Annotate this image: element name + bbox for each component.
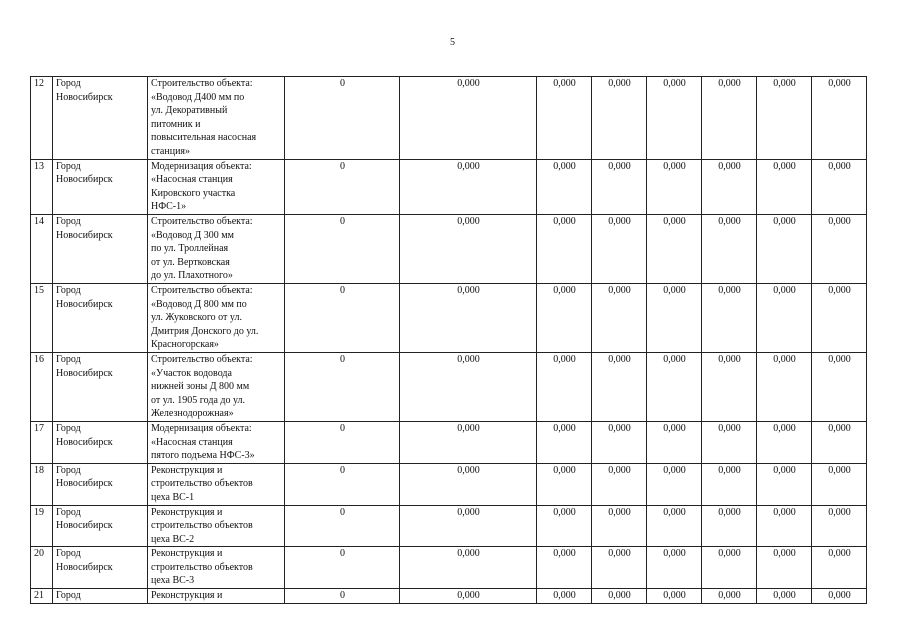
- value-cell: 0,000: [400, 589, 537, 604]
- row-number-cell: 18: [31, 463, 53, 505]
- value-cell: 0,000: [592, 77, 647, 160]
- count-cell: 0: [285, 214, 400, 283]
- value-cell: 0,000: [537, 547, 592, 589]
- value-cell: 0,000: [537, 214, 592, 283]
- municipality-cell: Город Новосибирск: [53, 214, 148, 283]
- value-cell: 0,000: [647, 352, 702, 421]
- value-cell: 0,000: [400, 283, 537, 352]
- value-cell: 0,000: [647, 463, 702, 505]
- value-cell: 0,000: [702, 214, 757, 283]
- value-cell: 0,000: [757, 352, 812, 421]
- count-cell: 0: [285, 77, 400, 160]
- value-cell: 0,000: [647, 505, 702, 547]
- count-cell: 0: [285, 463, 400, 505]
- municipality-cell: Город Новосибирск: [53, 505, 148, 547]
- value-cell: 0,000: [537, 283, 592, 352]
- value-cell: 0,000: [647, 77, 702, 160]
- value-cell: 0,000: [400, 505, 537, 547]
- municipality-cell: Город Новосибирск: [53, 352, 148, 421]
- object-cell: Реконструкция и строительство объектов цеха ВС-2: [148, 505, 285, 547]
- value-cell: 0,000: [702, 421, 757, 463]
- row-number-cell: 15: [31, 283, 53, 352]
- value-cell: 0,000: [812, 77, 867, 160]
- row-number-cell: 16: [31, 352, 53, 421]
- data-table: [30, 76, 867, 604]
- value-cell: 0,000: [757, 283, 812, 352]
- value-cell: 0,000: [812, 214, 867, 283]
- value-cell: 0,000: [812, 159, 867, 214]
- count-cell: 0: [285, 547, 400, 589]
- value-cell: 0,000: [400, 159, 537, 214]
- value-cell: 0,000: [757, 463, 812, 505]
- municipality-cell: Город: [53, 589, 148, 604]
- value-cell: 0,000: [702, 283, 757, 352]
- count-cell: 0: [285, 421, 400, 463]
- value-cell: 0,000: [812, 463, 867, 505]
- value-cell: 0,000: [647, 214, 702, 283]
- table-row: [31, 421, 867, 463]
- value-cell: 0,000: [400, 547, 537, 589]
- value-cell: 0,000: [757, 505, 812, 547]
- value-cell: 0,000: [647, 547, 702, 589]
- value-cell: 0,000: [537, 77, 592, 160]
- table-row: [31, 463, 867, 505]
- value-cell: 0,000: [592, 463, 647, 505]
- value-cell: 0,000: [812, 589, 867, 604]
- object-cell: Строительство объекта: «Участок водовода нижней зоны Д 800 мм от ул. 1905 года до ул. Железнодорожная»: [148, 352, 285, 421]
- table-row: [31, 159, 867, 214]
- object-cell: Реконструкция и строительство объектов цеха ВС-3: [148, 547, 285, 589]
- row-number-cell: 14: [31, 214, 53, 283]
- value-cell: 0,000: [400, 421, 537, 463]
- table-body: [31, 77, 867, 604]
- table-row: [31, 77, 867, 160]
- value-cell: 0,000: [400, 352, 537, 421]
- table-row: [31, 505, 867, 547]
- value-cell: 0,000: [757, 77, 812, 160]
- value-cell: 0,000: [647, 589, 702, 604]
- value-cell: 0,000: [537, 589, 592, 604]
- value-cell: 0,000: [702, 589, 757, 604]
- row-number-cell: 12: [31, 77, 53, 160]
- value-cell: 0,000: [537, 463, 592, 505]
- table-row: [31, 589, 867, 604]
- value-cell: 0,000: [592, 283, 647, 352]
- object-cell: Модернизация объекта: «Насосная станция Кировского участка НФС-1»: [148, 159, 285, 214]
- value-cell: 0,000: [647, 283, 702, 352]
- value-cell: 0,000: [647, 159, 702, 214]
- value-cell: 0,000: [537, 505, 592, 547]
- count-cell: 0: [285, 283, 400, 352]
- value-cell: 0,000: [537, 159, 592, 214]
- value-cell: 0,000: [757, 214, 812, 283]
- value-cell: 0,000: [647, 421, 702, 463]
- value-cell: 0,000: [702, 463, 757, 505]
- value-cell: 0,000: [702, 159, 757, 214]
- row-number-cell: 19: [31, 505, 53, 547]
- municipality-cell: Город Новосибирск: [53, 421, 148, 463]
- object-cell: Строительство объекта: «Водовод Д400 мм по ул. Декоративный питомник и повысительная насосная станция»: [148, 77, 285, 160]
- value-cell: 0,000: [400, 77, 537, 160]
- value-cell: 0,000: [812, 421, 867, 463]
- value-cell: 0,000: [702, 77, 757, 160]
- value-cell: 0,000: [400, 463, 537, 505]
- municipality-cell: Город Новосибирск: [53, 463, 148, 505]
- count-cell: 0: [285, 505, 400, 547]
- value-cell: 0,000: [592, 547, 647, 589]
- value-cell: 0,000: [592, 214, 647, 283]
- value-cell: 0,000: [537, 421, 592, 463]
- count-cell: 0: [285, 589, 400, 604]
- value-cell: 0,000: [592, 589, 647, 604]
- value-cell: 0,000: [592, 421, 647, 463]
- object-cell: Реконструкция и: [148, 589, 285, 604]
- object-cell: Реконструкция и строительство объектов цеха ВС-1: [148, 463, 285, 505]
- municipality-cell: Город Новосибирск: [53, 547, 148, 589]
- value-cell: 0,000: [702, 352, 757, 421]
- object-cell: Строительство объекта: «Водовод Д 800 мм по ул. Жуковского от ул. Дмитрия Донского до ул. Красногорская»: [148, 283, 285, 352]
- municipality-cell: Город Новосибирск: [53, 159, 148, 214]
- value-cell: 0,000: [592, 505, 647, 547]
- value-cell: 0,000: [702, 505, 757, 547]
- value-cell: 0,000: [812, 352, 867, 421]
- object-cell: Строительство объекта: «Водовод Д 300 мм по ул. Троллейная от ул. Вертковская до ул. Плахотного»: [148, 214, 285, 283]
- value-cell: 0,000: [592, 352, 647, 421]
- value-cell: 0,000: [537, 352, 592, 421]
- row-number-cell: 13: [31, 159, 53, 214]
- table-row: [31, 547, 867, 589]
- value-cell: 0,000: [757, 159, 812, 214]
- value-cell: 0,000: [812, 505, 867, 547]
- count-cell: 0: [285, 159, 400, 214]
- row-number-cell: 20: [31, 547, 53, 589]
- municipality-cell: Город Новосибирск: [53, 283, 148, 352]
- value-cell: 0,000: [592, 159, 647, 214]
- table-row: [31, 283, 867, 352]
- count-cell: 0: [285, 352, 400, 421]
- value-cell: 0,000: [757, 421, 812, 463]
- row-number-cell: 17: [31, 421, 53, 463]
- object-cell: Модернизация объекта: «Насосная станция пятого подъема НФС-3»: [148, 421, 285, 463]
- value-cell: 0,000: [757, 547, 812, 589]
- value-cell: 0,000: [812, 547, 867, 589]
- table-row: [31, 352, 867, 421]
- value-cell: 0,000: [757, 589, 812, 604]
- value-cell: 0,000: [702, 547, 757, 589]
- municipality-cell: Город Новосибирск: [53, 77, 148, 160]
- value-cell: 0,000: [812, 283, 867, 352]
- row-number-cell: 21: [31, 589, 53, 604]
- page-number: 5: [450, 37, 455, 48]
- table-row: [31, 214, 867, 283]
- value-cell: 0,000: [400, 214, 537, 283]
